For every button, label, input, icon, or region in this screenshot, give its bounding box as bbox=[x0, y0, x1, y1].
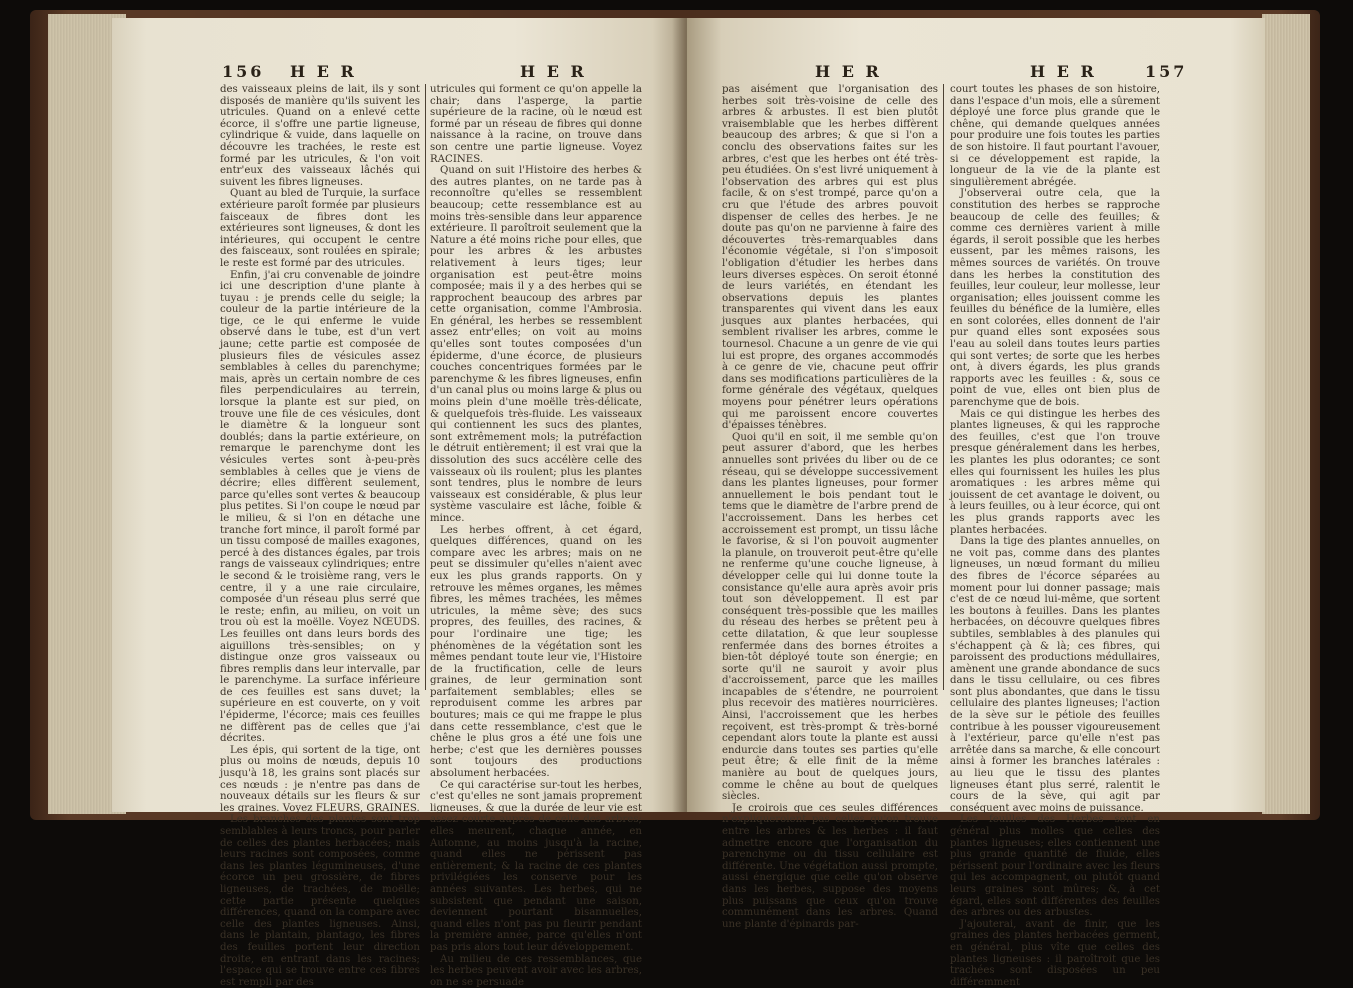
paragraph: Dans la tige des plantes annuelles, on ne voit pas, comme dans des plantes ligneuses, un nœud formant du milieu des fibres de l'écorce séparées au moment pour lui donner passage; mais c'est de ce nœud lui-même, que sortent les boutons à feuilles. Dans les plantes herbacées, on découvre quelques fibres subtiles, semblables à des planules qui s'échappent çà & là; ces fibres, qui paroissent des productions médullaires, amènent une grande abondance de sucs dans le tissu cellulaire, ou ces fibres sont plus abondantes, que dans le tissu cellulaire des plantes ligneuses; l'action de la sève sur le pétiole des feuilles contribue à les pousser vigoureusement à l'extérieur, parce qu'elle n'est pas arrêtée dans sa marche, & elle concourt ainsi à former les branches latérales : au lieu que le tissu des plantes ligneuses étant plus serré, ralentit le cours de la sève, qui agit par conséquent avec moins de puissance. bbox=[950, 536, 1160, 814]
column-rule-left bbox=[425, 84, 426, 690]
paragraph: pas aisément que l'organisation des herbes soit très-voisine de celle des arbres & arbustes. Il est bien plutôt vraisemblable que les herbes diffèrent beaucoup des arbres; & que si l'on a conclu des observations faites sur les arbres, c'est que les herbes ont été très-peu étudiées. On s'est livré uniquement à l'observation des arbres qui est plus facile, & on s'est trompé, parce qu'on a cru que l'étude des arbres pouvoit dispenser de celles des herbes. Je ne doute pas qu'on ne parvienne à faire des découvertes très-remarquables dans l'économie végétale, si l'on s'imposoit l'obligation d'étudier les herbes dans leurs diverses espèces. On seroit étonné de leurs variétés, en étendant les observations depuis les plantes transparentes qui vivent dans les eaux jusques aux plantes herbacées, qui semblent rivaliser les arbres, comme le tournesol. Chacune a un genre de vie qui lui est propre, des organes accommodés à ce genre de vie, chacune peut offrir dans ses modifications particulières de la forme générale des végétaux, quelques moyens pour pénétrer leurs opérations qui me paroissent encore couvertes d'épaisses ténèbres. bbox=[722, 84, 938, 432]
left-page-number: 156 bbox=[222, 62, 265, 81]
paragraph: J'observerai outre cela, que la constitution des herbes se rapproche beaucoup de celle des feuilles; & comme ces dernières varient à mille égards, il seroit possible que les herbes eussent, par les mêmes raisons, les mêmes sources de variétés. On trouve dans les herbes la constitution des feuilles, leur couleur, leur mollesse, leur organisation; elles jouissent comme les feuilles du bénéfice de la lumière, elles en sont colorées, elles donnent de l'air pur quand elles sont exposées sous l'eau au soleil dans toutes leurs parties qui sont vertes; de sorte que les herbes ont, à divers égards, les plus grands rapports avec les feuilles : &, sous ce point de vue, elles ont bien plus de parenchyme que de bois. bbox=[950, 188, 1160, 409]
paragraph: Ce qui caractérise sur-tout les herbes, c'est qu'elles ne sont jamais proprement ligneuses, & que la durée de leur vie est assez courte auprès de celle des arbres; elles meurent, chaque année, en Automne, au moins jusqu'à la racine, quand elles ne périssent pas entièrement; & la racine de ces plantes privilégiées les conserve pour les années suivantes. Les herbes, qui ne subsistent que pendant une saison, deviennent pourtant bisannuelles, quand elles n'ont pas pu fleurir pendant la première année, parce qu'elles n'ont pas pris alors tout leur développement. bbox=[430, 779, 642, 953]
paragraph: Les branches des plantes sont trop semblables à leurs troncs, pour parler de celles des plantes herbacées; mais leurs racines sont composées, comme dans les plantes légumineuses, d'une écorce un peu grossière, de fibres ligneuses, de trachées, de moëlle; cette partie présente quelques différences, quand on la compare avec celle des plantes ligneuses. Ainsi, dans le plantain, plantago, les fibres des feuilles portent leur direction droite, en entrant dans les racines; l'espace qui se trouve entre ces fibres est rempli par des bbox=[220, 814, 420, 988]
right-page-column-2 bbox=[950, 84, 1160, 988]
paragraph: Mais ce qui distingue les herbes des plantes ligneuses, & qui les rapproche des feuilles, c'est que l'on trouve presque généralement dans les herbes, les plantes les plus odorantes; ce sont elles qui fournissent les huiles les plus aromatiques : les arbres même qui jouissent de cet avantage le doivent, ou à leurs feuilles, ou à leur écorce, qui ont les plus grands rapports avec les plantes herbacées. bbox=[950, 408, 1160, 536]
right-page-number: 157 bbox=[1145, 62, 1188, 81]
left-header-left: H E R bbox=[290, 62, 357, 81]
paragraph: Les feuilles des Herbes sont en général plus molles que celles des plantes ligneuses; elles contiennent une plus grande quantité de fluide, elles périssent pour l'ordinaire avec les fleurs qui les accompagnent, ou plutôt quand leurs graines sont mûres; &, à cet égard, elles sont différentes des feuilles des arbres ou des arbustes. bbox=[950, 814, 1160, 919]
left-page-column-2 bbox=[430, 84, 642, 988]
paragraph: Les épis, qui sortent de la tige, ont plus ou moins de nœuds, depuis 10 jusqu'à 18, les grains sont placés sur ces nœuds : je n'entre pas dans de nouveaux détails sur les fleurs & sur les graines. Voyez FLEURS, GRAINES. bbox=[220, 744, 420, 814]
paragraph: Quand on suit l'Histoire des herbes & des autres plantes, on ne tarde pas à reconnoître qu'elles se ressemblent beaucoup; cette ressemblance est au moins très-sensible dans leur apparence extérieure. Il paroîtroit seulement que la Nature a été moins riche pour elles, que pour les arbres & les arbustes relativement à leurs tiges; leur organisation est peut-être moins composée; mais il y a des herbes qui se rapprochent beaucoup des arbres par cette organisation, comme l'Ambrosia. En général, les herbes se ressemblent assez entr'elles; on voit au moins qu'elles sont toutes composées d'un épiderme, d'une écorce, de plusieurs couches concentriques formées par le parenchyme & les fibres ligneuses, enfin d'un canal plus ou moins large & plus ou moins plein d'une moëlle très-délicate, & quelquefois très-fluide. Les vaisseaux qui contiennent les sucs des plantes, sont extrêmement mols; la putréfaction le détruit entièrement; il est vrai que la dissolution des sucs accélère celle des vaisseaux où ils roulent; plus les plantes sont tendres, plus le nombre de leurs vaisseaux est considérable, & plus leur système vasculaire est lâche, foible & mince. bbox=[430, 165, 642, 524]
left-header-right: H E R bbox=[520, 62, 587, 81]
paragraph: utricules qui forment ce qu'on appelle la chair; dans l'asperge, la partie supérieure de la racine, où le nœud est formé par un réseau de fibres qui donne naissance à la racine, on trouve dans son centre une partie ligneuse. Voyez RACINES. bbox=[430, 84, 642, 165]
paragraph: Quoi qu'il en soit, il me semble qu'on peut assurer d'abord, que les herbes annuelles sont privées du liber ou de ce réseau, qui se développe successivement dans les plantes ligneuses, pour former annuellement le bois pendant tout le tems que le diamètre de l'arbre prend de l'accroissement. Dans les herbes cet accroissement est prompt, un tissu lâche le favorise, & si l'on pouvoit augmenter la planule, on trouveroit peut-être qu'elle ne renferme qu'une couche ligneuse, à développer celle qui lui donne toute la consistance qu'elle aura après avoir pris tout son développement. Il est par conséquent très-possible que les mailles du réseau des herbes se prêtent peu à cette dilatation, & que leur souplesse renfermée dans des bornes étroites a bien-tôt déployé toute son énergie; en sorte qu'il ne sauroit y avoir plus d'accroissement, parce que les mailles incapables de s'étendre, ne pourroient plus recevoir des matières nourricières. Ainsi, l'accroissement que les herbes reçoivent, est très-prompt & très-borné cependant alors toute la plante est aussi endurcie dans toutes ses parties qu'elle peut être; & elle finit de la même manière au bout de quelques jours, comme le chêne au bout de quelques siècles. bbox=[722, 431, 938, 803]
paragraph: Je croirois que ces seules différences n'expliqueroient pas celles qu'on trouve entre les arbres & les herbes : il faut admettre encore que l'organisation du parenchyme ou du tissu cellulaire est différente. Une végétation aussi prompte, aussi énergique que celle qu'on observe dans les herbes, suppose des moyens plus puissans que ceux qu'on trouve communément dans les arbres. Quand une plante d'épinards par- bbox=[722, 802, 938, 930]
right-page-column-1 bbox=[722, 84, 938, 930]
right-header-left: H E R bbox=[815, 62, 882, 81]
paragraph: des vaisseaux pleins de lait, ils y sont disposés de manière qu'ils suivent les utricules. Quand on a enlevé cette écorce, il s'offre une partie ligneuse, cylindrique & vuide, dans laquelle on découvre les trachées, le reste est formé par les utricules, & l'on voit entr'eux des vaisseaux lâchés qui suivent les fibres ligneuses. bbox=[220, 84, 420, 188]
paragraph: Les herbes offrent, à cet égard, quelques différences, quand on les compare avec les arbres; mais on ne peut se dissimuler qu'elles n'aient avec eux les plus grands rapports. On y retrouve les mêmes organes, les mêmes fibres, les mêmes trachées, les mêmes utricules, la même sève; des sucs propres, des feuilles, des racines, & pour l'ordinaire une tige; les phénomènes de la végétation sont les mêmes pendant toute leur vie, l'Histoire de la fructification, celle de leurs graines, de leur germination sont parfaitement semblables; elles se reproduisent comme les arbres par boutures; mais ce qui me frappe le plus dans cette ressemblance, c'est que le chêne le plus gros a été une fois une herbe; c'est que les dernières pousses sont toujours des productions absolument herbacées. bbox=[430, 524, 642, 780]
column-rule-right bbox=[943, 84, 944, 690]
right-header-right: H E R bbox=[1030, 62, 1097, 81]
left-page-column-1 bbox=[220, 84, 420, 988]
paragraph: Au milieu de ces ressemblances, que les herbes peuvent avoir avec les arbres, on ne se persuade bbox=[430, 953, 642, 988]
page-edges-right bbox=[1262, 14, 1310, 814]
paragraph: Enfin, j'ai cru convenable de joindre ici une description d'une plante à tuyau : je prends celle du seigle; la couleur de la partie intérieure de la tige, ce le qui enferme le vuide observé dans le tube, est d'un vert jaune; cette partie est composée de plusieurs files de vésicules assez semblables à celles du parenchyme; mais, après un certain nombre de ces files perpendiculaires au terrein, lorsque la plante est sur pied, on trouve une file de ces vésicules, dont le diamètre & la longueur sont doublés; dans la partie extérieure, on remarque le parenchyme dont les vésicules vertes sont à-peu-près semblables à celles que je viens de décrire; elles diffèrent seulement, parce qu'elles sont vertes & beaucoup plus petites. Si l'on coupe le nœud par le milieu, & si l'on en détache une tranche fort mince, il paroît formé par un tissu composé de mailles exagones, percé à des distances égales, par trois rangs de vaisseaux cylindriques; entre le second & le troisième rang, vers le centre, il y a une raie circulaire, composée d'un réseau plus serré que le reste; enfin, au milieu, on voit un trou où est la moëlle. Voyez NŒUDS. Les feuilles ont dans leurs bords des aiguillons très-sensibles; on y distingue onze gros vaisseaux ou fibres remplis dans leur intervalle, par le parenchyme. La surface inférieure de ces feuilles est sans duvet; la supérieure en est couverte, on y voit l'épiderme, l'écorce; mais ces feuilles ne diffèrent pas de celles que j'ai décrites. bbox=[220, 269, 420, 745]
paragraph: court toutes les phases de son histoire, dans l'espace d'un mois, elle a sûrement déployé une force plus grande que le chêne, qui demande quelques années pour produire une fois toutes les parties de son histoire. Il faut pourtant l'avouer, si ce développement est rapide, la longueur de la vie de la plante est singulièrement abrégée. bbox=[950, 84, 1160, 188]
paragraph: Quant au bled de Turquie, la surface extérieure paroît formée par plusieurs faisceaux de fibres dont les extérieures sont ligneuses, & dont les intérieures, qui occupent le centre des faisceaux, sont roulées en spirale; le reste est formé par des utricules. bbox=[220, 188, 420, 269]
paragraph: J'ajouterai, avant de finir, que les graines des plantes herbacées germent, en général, plus vîte que celles des plantes ligneuses : il paroîtroit que les trachées sont disposées un peu différemment bbox=[950, 918, 1160, 988]
